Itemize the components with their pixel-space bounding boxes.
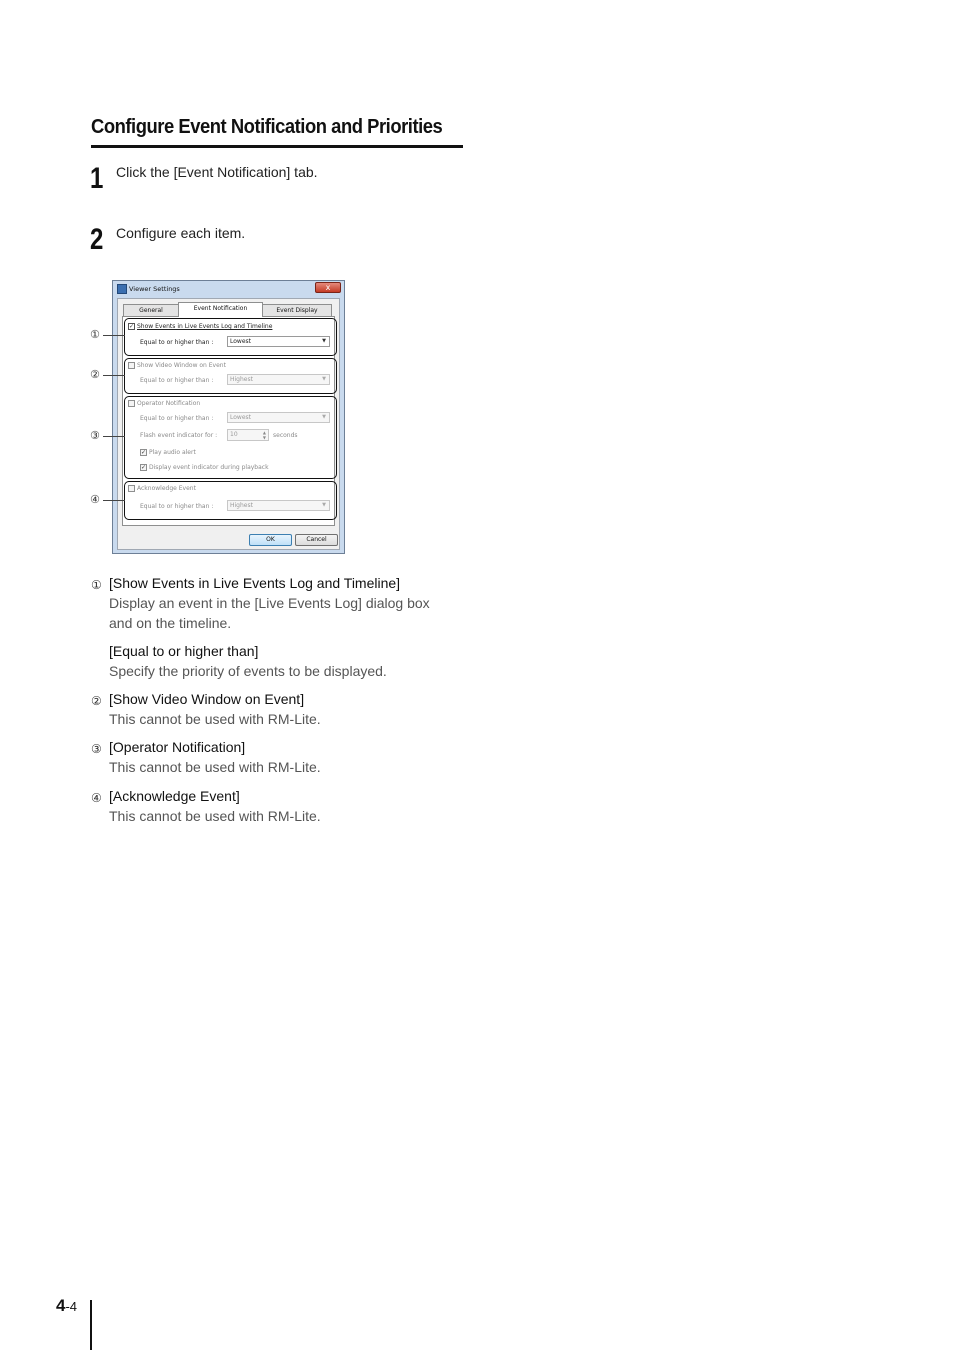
dialog-client: [117, 298, 340, 550]
operator-notification-checkbox[interactable]: [128, 400, 135, 407]
group3-priority-label: Equal to or higher than :: [140, 415, 214, 422]
desc-3-title: [Operator Notification]: [109, 739, 246, 755]
play-audio-label: Play audio alert: [149, 449, 196, 456]
callout-2: ②: [90, 368, 100, 381]
desc-1-body-line2: and on the timeline.: [109, 615, 232, 631]
callout-1: ①: [90, 328, 100, 341]
ok-button[interactable]: OK: [249, 534, 292, 546]
section-heading: Configure Event Notification and Priorities: [91, 116, 443, 138]
desc-4-marker: ④: [91, 791, 102, 805]
show-video-checkbox[interactable]: [128, 362, 135, 369]
cancel-button[interactable]: Cancel: [295, 534, 338, 546]
flash-seconds-spinner[interactable]: [227, 429, 269, 441]
group4-priority-value: Highest: [230, 502, 253, 509]
callout-4-leader: [103, 500, 125, 501]
chevron-down-icon: ▼: [322, 338, 326, 344]
group1-priority-select[interactable]: [227, 336, 330, 347]
acknowledge-event-label: Acknowledge Event: [137, 485, 196, 492]
desc-1-marker: ①: [91, 578, 102, 592]
viewer-settings-dialog: [112, 280, 345, 554]
group-operator-notification: [124, 396, 337, 479]
desc-4-body: This cannot be used with RM-Lite.: [109, 808, 321, 824]
group2-priority-value: Highest: [230, 376, 253, 383]
group3-priority-value: Lowest: [230, 414, 251, 421]
callout-3: ③: [90, 429, 100, 442]
display-indicator-checkbox[interactable]: [140, 464, 147, 471]
desc-4-title: [Acknowledge Event]: [109, 788, 240, 804]
desc-3-body: This cannot be used with RM-Lite.: [109, 759, 321, 775]
desc-2-title: [Show Video Window on Event]: [109, 691, 305, 707]
group2-priority-label: Equal to or higher than :: [140, 377, 214, 384]
show-video-label: Show Video Window on Event: [137, 362, 226, 369]
tab-event-display[interactable]: Event Display: [262, 304, 332, 316]
step-text-1: Click the [Event Notification] tab.: [116, 164, 318, 180]
check-icon: ✓: [129, 323, 135, 330]
tab-general[interactable]: General: [123, 304, 179, 316]
step-number-1: 1: [90, 162, 104, 195]
heading-underline: [91, 145, 463, 148]
flash-seconds-unit: seconds: [273, 432, 298, 439]
group4-priority-label: Equal to or higher than :: [140, 503, 214, 510]
desc-1-body-line1: Display an event in the [Live Events Log] dialog box: [109, 595, 430, 611]
callout-2-leader: [103, 375, 125, 376]
flash-seconds-value: 10: [230, 431, 238, 438]
group-acknowledge-event: [124, 481, 337, 520]
show-events-checkbox[interactable]: [128, 323, 135, 330]
group2-priority-select[interactable]: [227, 374, 330, 385]
page-number: [56, 1296, 77, 1316]
dialog-titlebar: [113, 281, 344, 298]
callout-1-leader: [103, 335, 125, 336]
event-notification-panel: [122, 316, 335, 526]
app-icon: [117, 284, 127, 294]
desc-3-marker: ③: [91, 742, 102, 756]
acknowledge-event-checkbox[interactable]: [128, 485, 135, 492]
flash-indicator-label: Flash event indicator for :: [140, 432, 218, 439]
close-button[interactable]: x: [315, 282, 341, 293]
play-audio-checkbox[interactable]: [140, 449, 147, 456]
chevron-down-icon: ▼: [322, 376, 326, 382]
step-number-2: 2: [90, 223, 104, 256]
page-number-rule: [90, 1300, 92, 1350]
desc-2-body: This cannot be used with RM-Lite.: [109, 711, 321, 727]
group4-priority-select[interactable]: [227, 500, 330, 511]
dialog-title: Viewer Settings: [129, 285, 180, 293]
page-chapter: 4: [56, 1296, 66, 1315]
group-show-events: [124, 318, 337, 356]
group3-priority-select[interactable]: [227, 412, 330, 423]
group1-priority-value: Lowest: [230, 338, 251, 345]
desc-1-subtitle: [Equal to or higher than]: [109, 643, 259, 659]
tab-event-notification[interactable]: Event Notification: [178, 302, 263, 317]
display-indicator-label: Display event indicator during playback: [149, 464, 269, 471]
callout-4: ④: [90, 493, 100, 506]
chevron-down-icon: ▼: [322, 502, 326, 508]
desc-1-sub-body: Specify the priority of events to be displayed.: [109, 663, 387, 679]
group-show-video: [124, 358, 337, 394]
check-icon: ✓: [141, 449, 147, 456]
callout-3-leader: [103, 436, 125, 437]
page-sub: -4: [65, 1299, 78, 1314]
group1-priority-label: Equal to or higher than :: [140, 339, 214, 346]
check-icon: ✓: [141, 464, 147, 471]
spinner-arrows-icon: ▲ ▼: [262, 430, 266, 440]
desc-2-marker: ②: [91, 694, 102, 708]
step-text-2: Configure each item.: [116, 225, 246, 241]
desc-1-title: [Show Events in Live Events Log and Timeline]: [109, 575, 401, 591]
operator-notification-label: Operator Notification: [137, 400, 201, 407]
chevron-down-icon: ▼: [322, 414, 326, 420]
show-events-label: Show Events in Live Events Log and Timeline: [137, 323, 273, 330]
